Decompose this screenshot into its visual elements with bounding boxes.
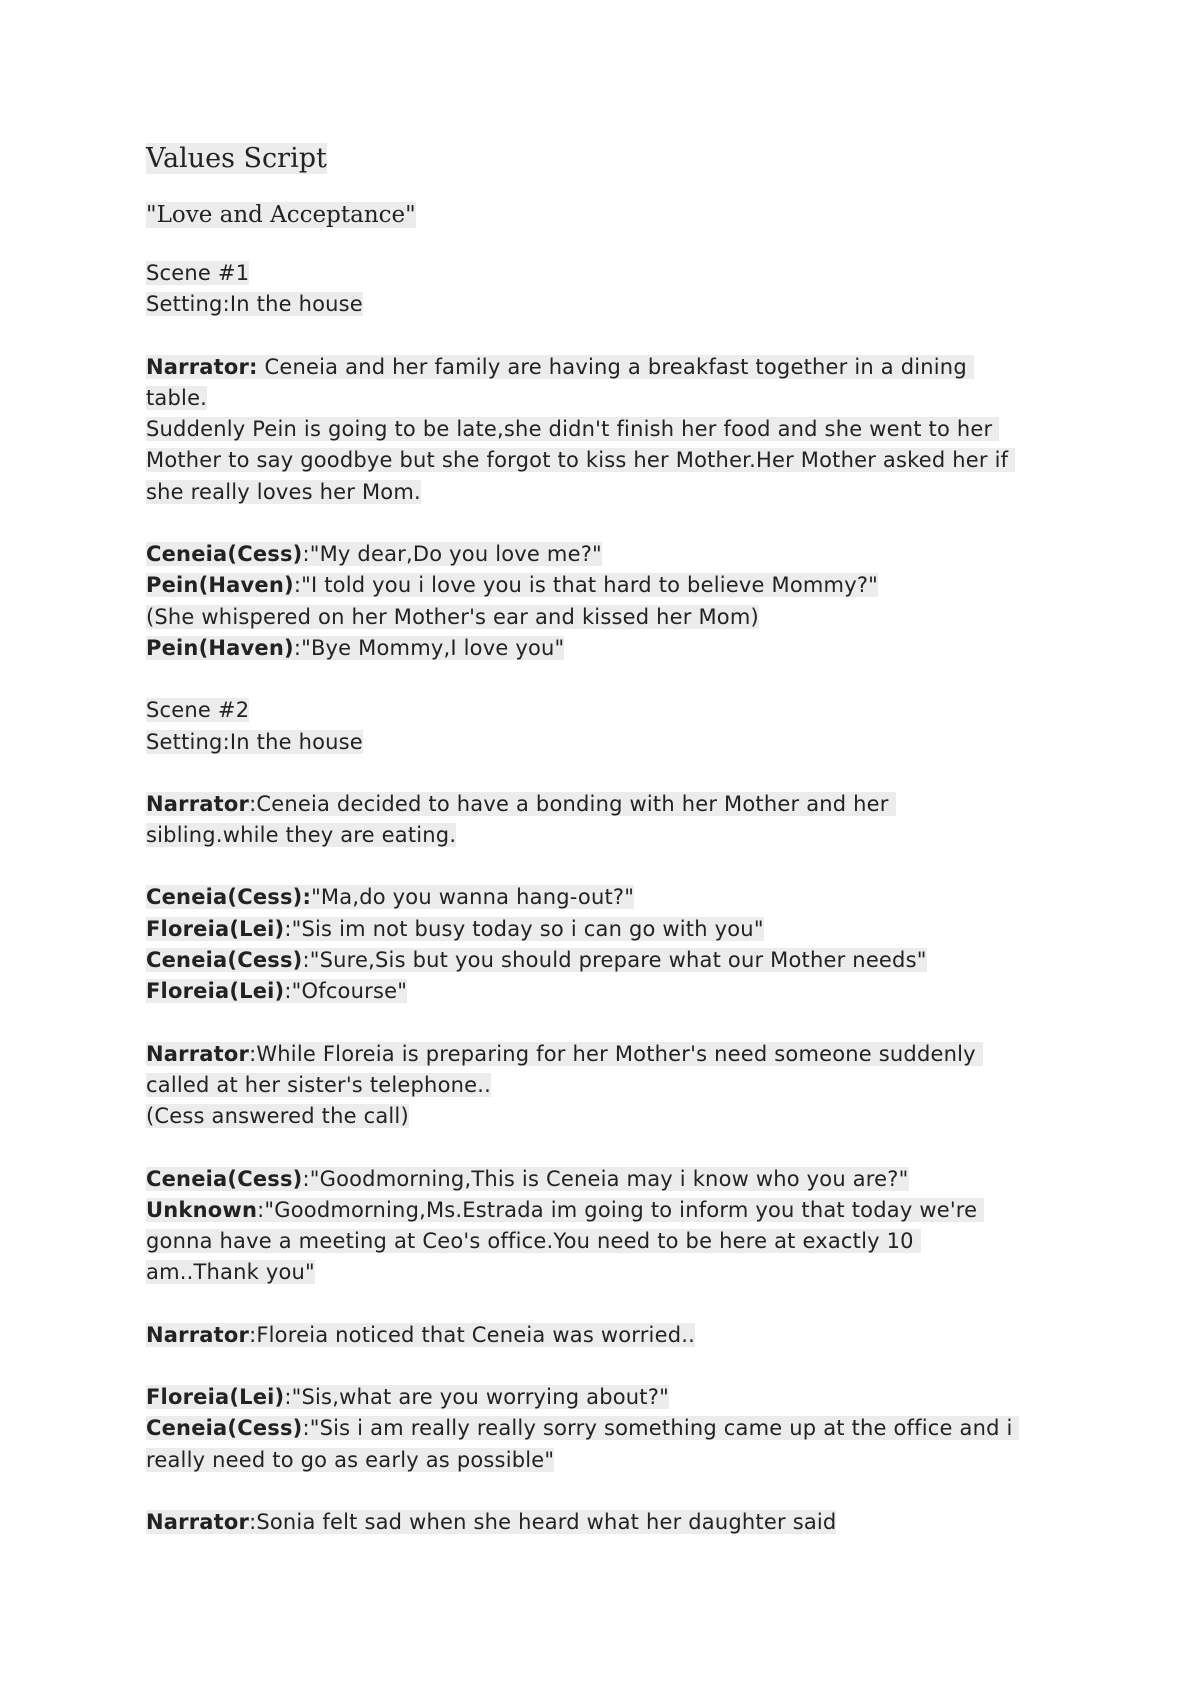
script-line-highlight — [146, 573, 878, 597]
speaker-name: Floreia(Lei) — [146, 1385, 285, 1410]
line-text: (She whispered on her Mother's ear and kissed her Mom) — [146, 604, 759, 629]
script-line — [146, 882, 1086, 913]
script-paragraph — [146, 258, 1086, 321]
document-page — [146, 140, 1086, 1569]
line-text: table. — [146, 385, 208, 410]
script-body — [146, 258, 1086, 1538]
line-text: sibling.while they are eating. — [146, 823, 457, 848]
script-line — [146, 914, 1086, 945]
speaker-name: Narrator — [146, 1041, 250, 1066]
script-line — [146, 1507, 1086, 1538]
script-line — [146, 445, 1086, 476]
line-text: Ceneia and her family are having a breakfast together in a dining — [257, 354, 974, 379]
speaker-name: Narrator — [146, 1509, 250, 1534]
line-text: she really loves her Mom. — [146, 479, 421, 504]
script-paragraph — [146, 695, 1086, 758]
document-subtitle-text: "Love and Acceptance" — [146, 202, 416, 228]
script-line — [146, 1039, 1086, 1070]
script-line-highlight — [146, 1323, 695, 1347]
script-paragraph — [146, 352, 1086, 508]
script-paragraph — [146, 1507, 1086, 1538]
line-text: Scene #1 — [146, 261, 250, 285]
script-line — [146, 789, 1086, 820]
line-text: :"Sis i am really really sorry something came up at the office and i — [302, 1416, 1020, 1441]
line-text: :"Sis im not busy today so i can go with you" — [284, 916, 764, 941]
line-text: gonna have a meeting at Ceo's office.You need to be here at exactly 10 — [146, 1229, 921, 1254]
line-text: really need to go as early as possible" — [146, 1447, 555, 1472]
script-line — [146, 1070, 1086, 1101]
script-line — [146, 539, 1086, 570]
script-line-highlight — [146, 1198, 984, 1222]
script-paragraph — [146, 882, 1086, 1007]
script-line-highlight — [146, 292, 363, 316]
line-text: :Floreia noticed that Ceneia was worried.. — [249, 1322, 695, 1347]
line-text: Scene #2 — [146, 698, 250, 723]
line-text: Suddenly Pein is going to be late,she didn't finish her food and she went to her — [146, 417, 1000, 442]
script-line-highlight — [146, 948, 927, 972]
speaker-name: Ceneia(Cess) — [146, 1416, 303, 1441]
line-text: Mother to say goodbye but she forgot to kiss her Mother.Her Mother asked her if — [146, 448, 1016, 473]
script-line-highlight — [146, 1260, 315, 1284]
script-line-highlight — [146, 1448, 554, 1472]
script-line-highlight — [146, 605, 759, 629]
script-line — [146, 695, 1086, 726]
document-title-text: Values Script — [146, 143, 327, 174]
line-text: "Ma,do you wanna hang-out?" — [311, 885, 635, 910]
script-line — [146, 383, 1086, 414]
script-line — [146, 1413, 1086, 1444]
script-line — [146, 633, 1086, 664]
script-line-highlight — [146, 636, 564, 660]
speaker-name: Pein(Haven) — [146, 635, 294, 660]
script-line-highlight — [146, 355, 974, 379]
line-text: Setting:In the house — [146, 292, 363, 317]
script-line-highlight — [146, 730, 363, 754]
script-line-highlight — [146, 917, 764, 941]
speaker-name: Narrator: — [146, 354, 258, 379]
script-line — [146, 976, 1086, 1007]
script-line-highlight — [146, 823, 456, 847]
script-line-highlight — [146, 1229, 921, 1253]
line-text: :"Bye Mommy,I love you" — [293, 635, 565, 660]
script-line — [146, 1101, 1086, 1132]
speaker-name: Pein(Haven) — [146, 573, 294, 598]
line-text: :"I told you i love you is that hard to believe Mommy?" — [293, 573, 879, 598]
script-line — [146, 1164, 1086, 1195]
line-text: :"Goodmorning,This is Ceneia may i know who you are?" — [302, 1166, 909, 1191]
document-subtitle — [146, 200, 1086, 230]
script-line — [146, 1382, 1086, 1413]
script-line-highlight — [146, 1510, 836, 1534]
script-line-highlight — [146, 1385, 669, 1409]
script-paragraph — [146, 1382, 1086, 1476]
script-line-highlight — [146, 1104, 409, 1128]
script-paragraph — [146, 1039, 1086, 1133]
script-line-highlight — [146, 792, 896, 816]
script-line-highlight — [146, 885, 634, 909]
speaker-name: Narrator — [146, 1322, 250, 1347]
line-text: am..Thank you" — [146, 1260, 315, 1285]
line-text: :"My dear,Do you love me?" — [302, 542, 602, 567]
line-text: :Ceneia decided to have a bonding with her Mother and her — [249, 791, 896, 816]
speaker-name: Narrator — [146, 791, 250, 816]
script-paragraph — [146, 789, 1086, 852]
speaker-name: Floreia(Lei) — [146, 979, 285, 1004]
script-line — [146, 1445, 1086, 1476]
line-text: Setting:In the house — [146, 729, 363, 754]
script-line — [146, 727, 1086, 758]
script-paragraph — [146, 539, 1086, 664]
script-line — [146, 1226, 1086, 1257]
script-line — [146, 414, 1086, 445]
script-line-highlight — [146, 698, 249, 722]
line-text: :"Goodmorning,Ms.Estrada im going to inform you that today we're — [257, 1197, 985, 1222]
line-text: :Sonia felt sad when she heard what her daughter said — [249, 1509, 837, 1534]
script-line-highlight — [146, 417, 999, 441]
script-line — [146, 570, 1086, 601]
script-paragraph — [146, 1164, 1086, 1289]
script-line — [146, 602, 1086, 633]
script-line-highlight — [146, 480, 421, 504]
script-line-highlight — [146, 1416, 1019, 1440]
script-line — [146, 1195, 1086, 1226]
script-line — [146, 820, 1086, 851]
script-line — [146, 477, 1086, 508]
speaker-name: Ceneia(Cess) — [146, 948, 303, 973]
speaker-name: Floreia(Lei) — [146, 916, 285, 941]
script-line — [146, 945, 1086, 976]
script-line-highlight — [146, 1167, 909, 1191]
script-line-highlight — [146, 542, 602, 566]
line-text: :"Sure,Sis but you should prepare what our Mother needs" — [302, 948, 927, 973]
speaker-name: Unknown — [146, 1197, 258, 1222]
script-line-highlight — [146, 261, 249, 285]
script-line — [146, 1320, 1086, 1351]
document-title — [146, 140, 1086, 178]
speaker-name: Ceneia(Cess): — [146, 885, 312, 910]
script-line-highlight — [146, 979, 407, 1003]
script-line — [146, 289, 1086, 320]
line-text: :"Sis,what are you worrying about?" — [284, 1385, 669, 1410]
script-line-highlight — [146, 386, 207, 410]
script-line-highlight — [146, 448, 1015, 472]
line-text: (Cess answered the call) — [146, 1104, 409, 1129]
script-paragraph — [146, 1320, 1086, 1351]
script-line-highlight — [146, 1073, 491, 1097]
script-line — [146, 1257, 1086, 1288]
line-text: :While Floreia is preparing for her Mother's need someone suddenly — [249, 1041, 983, 1066]
line-text: :"Ofcourse" — [284, 979, 408, 1004]
script-line-highlight — [146, 1042, 983, 1066]
speaker-name: Ceneia(Cess) — [146, 1166, 303, 1191]
script-line — [146, 352, 1086, 383]
script-line — [146, 258, 1086, 289]
speaker-name: Ceneia(Cess) — [146, 542, 303, 567]
line-text: called at her sister's telephone.. — [146, 1072, 491, 1097]
